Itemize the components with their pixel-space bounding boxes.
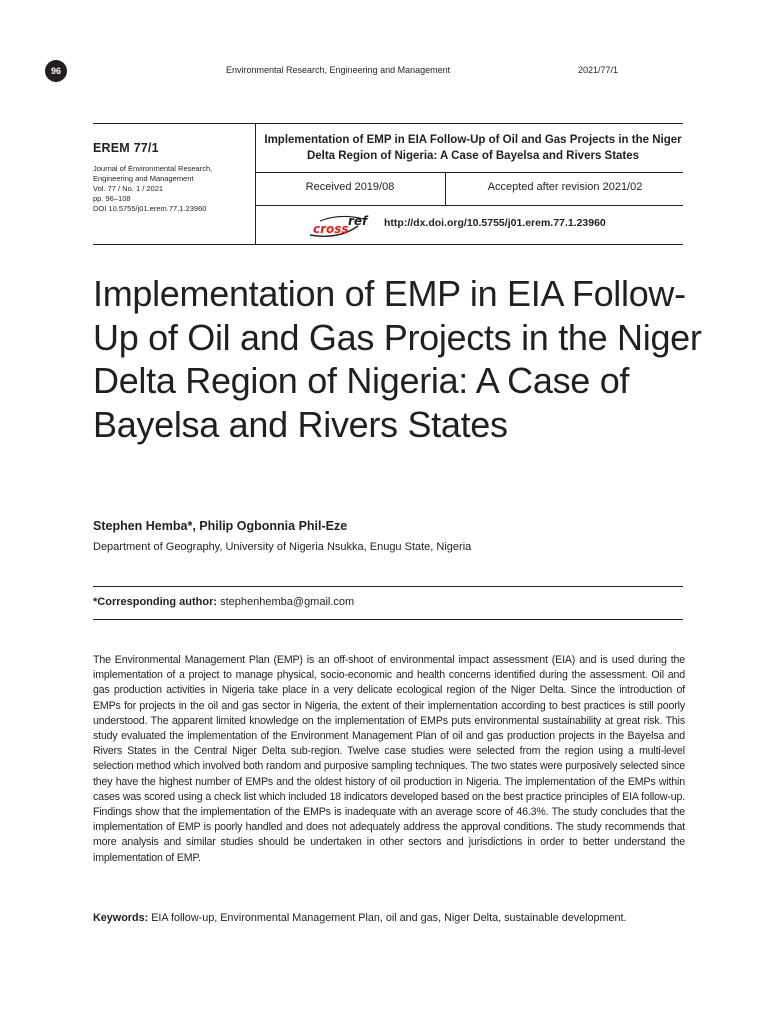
journal-meta [93, 164, 253, 214]
erem-label: EREM 77/1 [93, 141, 159, 155]
running-header-journal: Environmental Research, Engineering and Management [226, 65, 451, 75]
keywords-label: Keywords: [93, 912, 149, 924]
header-short-title: Implementation of EMP in EIA Follow-Up of Oil and Gas Projects in the Niger Delta Region of Nigeria: A Case of Bayelsa and Rivers States [264, 134, 682, 162]
corresponding-author [93, 596, 354, 608]
running-header-issue: 2021/77/1 [578, 65, 619, 75]
affiliation: Department of Geography, University of Nigeria Nsukka, Enugu State, Nigeria [93, 541, 472, 553]
abstract: The Environmental Management Plan (EMP) is an off-shoot of environmental impact assessment (EIA) and is used during the implementation of a project to manage physical, socio-economic and health concerns identified during the assessment. Oil and gas production activities in Nigeria take place in a very delicate ecological region of the Niger Delta. Since the introduction of EMPs for projects in the oil and gas sector in Nigeria, the extent of their implementation according to best practices is still poorly understood. The apparent limited knowledge on the implementation of EMPs puts environmental sustainability at great risk. This study evaluated the implementation of the Environment Management Plan of oil and gas production projects in the Bayelsa and Rivers States in the Central Niger Delta sub-region. Twelve case studies were selected from the region using a multi-level selection method which involved both random and purposive sampling techniques. The two states were purposively selected since they have the highest number of EMPs and the oldest history of oil production in Nigeria. The implementation of the EMPs within cases was scored using a check list which included 18 indicators developed based on the best practice principles of EIA follow-up. Findings show that the implementation of the EMPs is inadequate with an average score of 46.3%. The study concludes that the implementation of EMP is poorly handled and does not adequately address the approval conditions. The study recommends that more analysis and similar studies should be undertaken in other sectors and jurisdictions in order to better understand the implementation of EMP. [93, 654, 685, 864]
corresponding-label: *Corresponding author: [93, 596, 218, 608]
journal-meta-line: Vol. 77 / No. 1 / 2021 [93, 184, 164, 193]
article-title: Implementation of EMP in EIA Follow-Up of Oil and Gas Projects in the Niger Delta Region of Nigeria: A Case of Bayelsa and Rivers States [93, 273, 702, 445]
accepted-date: Accepted after revision 2021/02 [487, 181, 643, 193]
page-number-badge [45, 60, 67, 82]
info-box-mid-rule [256, 172, 683, 173]
corresponding-email[interactable]: stephenhemba@gmail.com [217, 596, 355, 608]
corresponding-top-rule [93, 586, 683, 587]
authors: Stephen Hemba*, Philip Ogbonnia Phil-Eze [93, 519, 348, 533]
info-box-lower-rule [256, 205, 683, 206]
journal-meta-line: pp. 96–108 [93, 194, 131, 203]
page-number: 96 [50, 66, 61, 76]
keywords-list: EIA follow-up, Environmental Management Plan, oil and gas, Niger Delta, sustainable development. [148, 912, 627, 924]
doi-link[interactable]: http://dx.doi.org/10.5755/j01.erem.77.1.23960 [384, 217, 606, 229]
crossref-logo-icon [308, 211, 378, 239]
journal-meta-line: DOI 10.5755/j01.erem.77.1.23960 [93, 204, 207, 213]
svg-text:ref: ref [348, 214, 368, 228]
svg-text:cross: cross [313, 222, 349, 236]
journal-meta-line: Journal of Environmental Research, [93, 164, 213, 173]
received-date: Received 2019/08 [305, 181, 395, 193]
info-box-top-rule [93, 123, 683, 124]
corresponding-bottom-rule [93, 619, 683, 620]
keywords [93, 912, 693, 924]
info-box-bottom-rule [93, 244, 683, 245]
journal-meta-line: Engineering and Management [93, 174, 194, 183]
